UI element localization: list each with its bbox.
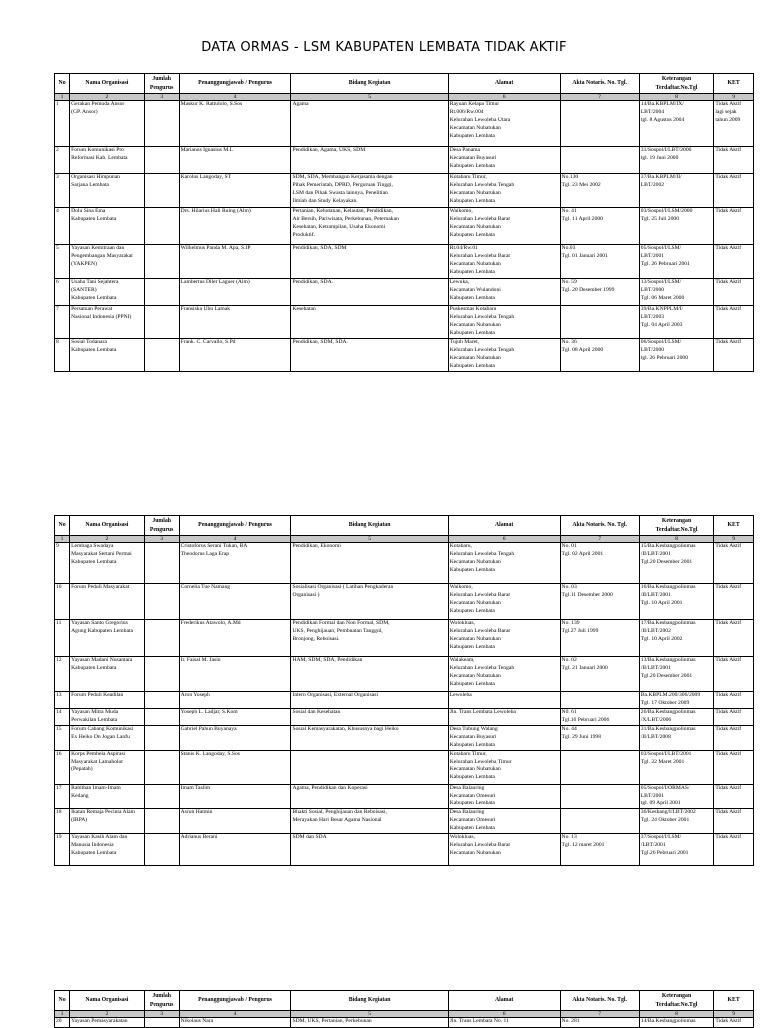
column-header: Akta Notaris. No. Tgl.: [560, 74, 639, 94]
table-row: [55, 543, 754, 584]
bidang-kegiatan-cell: Agama, Pendidikan dan Koperasi: [291, 784, 448, 809]
nama-organisasi-cell: Organisasi Himpunan Sarjana Lembata: [70, 174, 145, 208]
column-header: Nama Organisasi: [70, 991, 145, 1011]
penanggungjawab-cell: Frank. C. Carvallo, S.Pd: [179, 338, 291, 371]
nama-organisasi-cell: Forum Peduli Keadilan: [70, 692, 145, 709]
akta-notaris-cell: N0. 61 Tgl.16 Pebruari 2006: [560, 708, 639, 725]
header-row: [55, 516, 754, 536]
keterangan-terdaftar-cell: 39/Ba.KNPPLM/I/ LBT/2003 Tgl. 04 April 2003: [639, 306, 714, 339]
column-number: 9: [714, 536, 754, 543]
column-number: 6: [448, 1011, 560, 1018]
no-cell: 13: [55, 692, 70, 709]
table-row: [55, 306, 754, 339]
alamat-cell: Puskesmas Kotabaru Kelurahan Lewoleba Tengah Kecamatan Nubatukan Kabupaten Lembata: [448, 306, 560, 339]
bidang-kegiatan-cell: Sosialisasi Organisasi ( Latihan Pengkaderan Organisasi ): [291, 584, 448, 620]
column-header: Keterangan Terdaftar.No.Tgl: [639, 74, 714, 94]
nama-organisasi-cell: Usaha Tani Sejahtera (SANTER) Kabupaten Lembata: [70, 279, 145, 306]
alamat-cell: Rt.04/Rw.01 Kelurahan Lewoleba Barat Kecamatan Nubatukan Kabupaten Lembata: [448, 245, 560, 279]
bidang-kegiatan-cell: Pendidikan, Ekonomi: [291, 543, 448, 584]
jumlah-pengurus-cell: [144, 708, 179, 725]
nama-organisasi-cell: Persatuan Perawat Nasional Indonesia (PPNI): [70, 306, 145, 339]
column-number: 6: [448, 536, 560, 543]
column-number: 2: [70, 536, 145, 543]
column-number: 7: [560, 94, 639, 101]
column-header: KET: [714, 516, 754, 536]
alamat-cell: Desa Tubung Walang Kecamatan Buyasuri Kabupaten Lembata: [448, 725, 560, 750]
column-number: 9: [714, 94, 754, 101]
column-number: 3: [144, 94, 179, 101]
ormas-table-3: [54, 990, 754, 1028]
alamat-cell: Jln. Trans Lembata Lewoleba: [448, 708, 560, 725]
column-number: 2: [70, 1011, 145, 1018]
jumlah-pengurus-cell: [144, 750, 179, 784]
no-cell: 8: [55, 338, 70, 371]
column-header: Penanggungjawab / Pengurus: [179, 74, 291, 94]
no-cell: 11: [55, 620, 70, 657]
nama-organisasi-cell: Forum Cabang Komunikasi Ex Heiko Dn Jogan Lanfu: [70, 725, 145, 750]
bidang-kegiatan-cell: Pendidikan Formal dan Non Formal, SDM, UKS, Penghijauan, Pembuatan Tanggul, Bronjong, Reboisasi.: [291, 620, 448, 657]
bidang-kegiatan-cell: Sosial dan Kesehatan: [291, 708, 448, 725]
column-header: Penanggungjawab / Pengurus: [179, 991, 291, 1011]
jumlah-pengurus-cell: [144, 784, 179, 809]
column-header: No: [55, 74, 70, 94]
jumlah-pengurus-cell: [144, 279, 179, 306]
bidang-kegiatan-cell: Pendidikan, Agama, UKS, SDM: [291, 147, 448, 174]
alamat-cell: Kotabaru Timur, Kelurahan Lewoleba Timur Kecamatan Nubatukan Kabupaten Lembata: [448, 750, 560, 784]
nama-organisasi-cell: Lembaga Swadaya Masyarakat Sertani Permai Kabupaten Lembata: [70, 543, 145, 584]
no-cell: 5: [55, 245, 70, 279]
ket-cell: Tidak Aktif: [714, 338, 754, 371]
nama-organisasi-cell: Yayasan Kemitraan dan Pengembangan Masyarakat (YAKPEN): [70, 245, 145, 279]
column-number: 1: [55, 94, 70, 101]
column-number: 8: [639, 536, 714, 543]
column-number-row: [55, 1011, 754, 1018]
column-number: 4: [179, 94, 291, 101]
keterangan-terdaftar-cell: 37/Ba.KBPLM/II/ LBT/2002: [639, 174, 714, 208]
nama-organisasi-cell: Forum Peduli Masyarakat: [70, 584, 145, 620]
penanggungjawab-cell: Stanis K. Langoday, S.Sos: [179, 750, 291, 784]
akta-notaris-cell: No. 139 Tgl.27 Juli 1999: [560, 620, 639, 657]
penanggungjawab-cell: Yoseph L. Ladjar, S.Kom: [179, 708, 291, 725]
penanggungjawab-cell: Lambertus Diler Laguer (Alm): [179, 279, 291, 306]
column-header: Bidang Kegiatan: [291, 516, 448, 536]
ket-cell: Tidak Aktif lagi sejak tahun 2009: [714, 101, 754, 147]
column-header: Alamat: [448, 516, 560, 536]
keterangan-terdaftar-cell: 14/Ba.Kesbangpolinmas: [639, 1018, 714, 1028]
ket-cell: Tidak Aktif: [714, 584, 754, 620]
column-number-row: [55, 94, 754, 101]
no-cell: 16: [55, 750, 70, 784]
keterangan-terdaftar-cell: 26/Ba.Kesbangpolinmas /X/LBT/2006: [639, 708, 714, 725]
ket-cell: Tidak Aktif: [714, 725, 754, 750]
penanggungjawab-cell: Marianus Ignasius M.L: [179, 147, 291, 174]
jumlah-pengurus-cell: [144, 620, 179, 657]
ket-cell: Tidak Aktif: [714, 174, 754, 208]
penanggungjawab-cell: Imam Taslim: [179, 784, 291, 809]
keterangan-terdaftar-cell: 06/Sospol/I/LSM/ LBT/2000 tgl. 26 Pebruari 2000: [639, 338, 714, 371]
no-cell: 12: [55, 657, 70, 692]
alamat-cell: Lewuka, Kecamatan Wulandoni Kabupaten Lembata: [448, 279, 560, 306]
nama-organisasi-cell: Sosial Todanara Kabupaten Lembata: [70, 338, 145, 371]
jumlah-pengurus-cell: [144, 1018, 179, 1028]
penanggungjawab-cell: Ir. Faisal M. Jasin: [179, 657, 291, 692]
alamat-cell: Kotabaru, Kelurahan Lewoleba Tengah Kecamatan Nubatukan Kabupaten Lembata: [448, 543, 560, 584]
bidang-kegiatan-cell: SDM dan SDA: [291, 834, 448, 866]
penanggungjawab-cell: Maskur K. Rattulolo, S.Sos: [179, 101, 291, 147]
no-cell: 7: [55, 306, 70, 339]
ormas-table-2: [54, 515, 754, 866]
no-cell: 9: [55, 543, 70, 584]
akta-notaris-cell: [560, 750, 639, 784]
column-number: 5: [291, 1011, 448, 1018]
table-row: [55, 750, 754, 784]
akta-notaris-cell: No. 44 Tgl. 29 Juni 1998: [560, 725, 639, 750]
nama-organisasi-cell: Yayasan Madani Nusantara Kabupaten Lembata: [70, 657, 145, 692]
column-number: 8: [639, 1011, 714, 1018]
jumlah-pengurus-cell: [144, 101, 179, 147]
jumlah-pengurus-cell: [144, 725, 179, 750]
no-cell: 14: [55, 708, 70, 725]
column-header: Bidang Kegiatan: [291, 991, 448, 1011]
jumlah-pengurus-cell: [144, 657, 179, 692]
penanggungjawab-cell: Wilhelmus Panda M. Apa, S.IP: [179, 245, 291, 279]
column-header: KET: [714, 991, 754, 1011]
penanggungjawab-cell: Karolus Langoday, ST: [179, 174, 291, 208]
ket-cell: Tidak Aktif: [714, 657, 754, 692]
akta-notaris-cell: [560, 306, 639, 339]
keterangan-terdaftar-cell: 03/Sospol/I/LBT/2001 Tgl. 22 Maret 2001: [639, 750, 714, 784]
alamat-cell: Lewoleba: [448, 692, 560, 709]
keterangan-terdaftar-cell: Ba.KBPLM.200/306/2009 Tgl. 17 Oktober 2009: [639, 692, 714, 709]
table-row: [55, 174, 754, 208]
table-row: [55, 245, 754, 279]
bidang-kegiatan-cell: SDM, SDA, Membangun Kerjasama dengan Pihak Pemerintah, DPRD, Perguruan Tinggi, LSM dan Pihak Swasta lainnya, Penelitian Ilmiah dan Study Kelayakan.: [291, 174, 448, 208]
column-number: 7: [560, 536, 639, 543]
akta-notaris-cell: [560, 692, 639, 709]
ket-cell: Tidak Aktif: [714, 620, 754, 657]
ket-cell: Tidak Aktif: [714, 784, 754, 809]
jumlah-pengurus-cell: [144, 338, 179, 371]
bidang-kegiatan-cell: Pendidikan, SDA, SDM: [291, 245, 448, 279]
alamat-cell: Rayuan Kelapa Timur Rt.006/Rw.004 Kelurahan Lewoleba Utara Kecamatan Nubatukan Kabupaten Lembata: [448, 101, 560, 147]
no-cell: 3: [55, 174, 70, 208]
akta-notaris-cell: No. 13 Tgl. 12 maret 2001: [560, 834, 639, 866]
jumlah-pengurus-cell: [144, 208, 179, 245]
column-number: 9: [714, 1011, 754, 1018]
alamat-cell: Wolokluas, Kelurahan Lewoleba Barat Kecamatan Nubatukan: [448, 834, 560, 866]
bidang-kegiatan-cell: [291, 750, 448, 784]
keterangan-terdaftar-cell: 05/Sospol/I/LSM/ LBT/2001 Tgl. 26 Pebruari 2001: [639, 245, 714, 279]
akta-notaris-cell: No. 41 Tgl. 11 April 2000: [560, 208, 639, 245]
jumlah-pengurus-cell: [144, 692, 179, 709]
bidang-kegiatan-cell: Agama: [291, 101, 448, 147]
column-header: Akta Notaris. No. Tgl.: [560, 516, 639, 536]
jumlah-pengurus-cell: [144, 834, 179, 866]
keterangan-terdaftar-cell: 13/Ba.Kesbangpolinmas /II/LBT/2001 Tgl.20 Desember 2001: [639, 657, 714, 692]
keterangan-terdaftar-cell: 05/Sospol/I/ORMAS/ LBT/2001 tgl. 09 April 2001: [639, 784, 714, 809]
bidang-kegiatan-cell: Sosial Kemasyarakatan, Khususnya bagi Heiko: [291, 725, 448, 750]
nama-organisasi-cell: Yayasan Mitra Muda Perwakilan Lembata: [70, 708, 145, 725]
penanggungjawab-cell: Frederikus Atawolo, A.Md: [179, 620, 291, 657]
no-cell: 15: [55, 725, 70, 750]
akta-notaris-cell: [560, 784, 639, 809]
column-number: 4: [179, 1011, 291, 1018]
alamat-cell: Waikomo, Kelurahan Lewoleba Barat Kecamatan Nubatukan Kabupaten Lembata: [448, 208, 560, 245]
table-row: [55, 208, 754, 245]
nama-organisasi-cell: Yayasan Pemasyarakatan: [70, 1018, 145, 1028]
penanggungjawab-cell: Gabriel Pahun Buyanaya: [179, 725, 291, 750]
keterangan-terdaftar-cell: 36/Kesbang/I/LBT/2002 Tgl. 24 Oktober 2001: [639, 809, 714, 834]
column-header: Akta Notaris. No. Tgl.: [560, 991, 639, 1011]
column-header: Jumlah Pengurus: [144, 991, 179, 1011]
keterangan-terdaftar-cell: 15/Ba.Kesbangpolinmas /II/LBT/2001 Tgl.20 Desember 2001: [639, 543, 714, 584]
column-number: 7: [560, 1011, 639, 1018]
jumlah-pengurus-cell: [144, 809, 179, 834]
bidang-kegiatan-cell: Pertanian, Kehutanan, Kelautan, Pendidikan, Air Bersih, Pariwisata, Perkebunan, Peternakan Kesehatan, Ketrampilan, Usaha Ekonomi Produktif.: [291, 208, 448, 245]
nama-organisasi-cell: Dolu Sina Ema Kabupaten Lembata: [70, 208, 145, 245]
nama-organisasi-cell: Korps Pembela Aspirasi Masyarakat Lamaholot (Pepatah): [70, 750, 145, 784]
keterangan-terdaftar-cell: 13/Sospol/I/LSM/ LBT/2000 Tgl. 06 Maret 2000: [639, 279, 714, 306]
ket-cell: Tidak Aktif: [714, 543, 754, 584]
ket-cell: Tidak Aktif: [714, 208, 754, 245]
akta-notaris-cell: [560, 101, 639, 147]
column-header: Alamat: [448, 991, 560, 1011]
bidang-kegiatan-cell: Pendidikan, SDA.: [291, 279, 448, 306]
alamat-cell: Desa Panama Kecamatan Buyasuri Kabupaten Lembata: [448, 147, 560, 174]
no-cell: 1: [55, 101, 70, 147]
bidang-kegiatan-cell: Pendidikan, SDM, SDA.: [291, 338, 448, 371]
column-header: KET: [714, 74, 754, 94]
table-row: [55, 279, 754, 306]
column-number: 1: [55, 536, 70, 543]
akta-notaris-cell: No. 03 Tgl.11 Desember 2000: [560, 584, 639, 620]
akta-notaris-cell: [560, 809, 639, 834]
akta-notaris-cell: No. 36 Tgl. 08 April 2000: [560, 338, 639, 371]
table-row: [55, 725, 754, 750]
jumlah-pengurus-cell: [144, 584, 179, 620]
no-cell: 4: [55, 208, 70, 245]
column-header: Penanggungjawab / Pengurus: [179, 516, 291, 536]
table-row: [55, 784, 754, 809]
ormas-table-1: [54, 73, 754, 372]
header-row: [55, 991, 754, 1011]
ket-cell: Tidak Aktif: [714, 750, 754, 784]
jumlah-pengurus-cell: [144, 306, 179, 339]
alamat-cell: Desa Balauring Kecamatan Omesuri Kabupaten Lembata: [448, 809, 560, 834]
page-title: DATA ORMAS - LSM KABUPATEN LEMBATA TIDAK AKTIF: [201, 40, 567, 55]
column-number: 2: [70, 94, 145, 101]
keterangan-terdaftar-cell: 37/Sospol/I/LSM/ /LBT/2001 Tgl.26 Pebruari 2001: [639, 834, 714, 866]
column-header: Jumlah Pengurus: [144, 74, 179, 94]
akta-notaris-cell: No. 01 Tgl. 02 April 2001: [560, 543, 639, 584]
column-header: Keterangan Terdaftar.No.Tgl: [639, 991, 714, 1011]
no-cell: 2: [55, 147, 70, 174]
column-number-row: [55, 536, 754, 543]
column-number: 8: [639, 94, 714, 101]
jumlah-pengurus-cell: [144, 245, 179, 279]
penanggungjawab-cell: Adrianus Berani: [179, 834, 291, 866]
jumlah-pengurus-cell: [144, 174, 179, 208]
column-number: 5: [291, 536, 448, 543]
penanggungjawab-cell: Cornelia Tue Namang: [179, 584, 291, 620]
table-row: [55, 338, 754, 371]
keterangan-terdaftar-cell: 03/Sospol/I/LSM/2000 Tgl. 25 Juli 2000: [639, 208, 714, 245]
penanggungjawab-cell: Cristoforus Serani Tukan, BA Theodorus Laga Erap: [179, 543, 291, 584]
no-cell: 18: [55, 809, 70, 834]
jumlah-pengurus-cell: [144, 543, 179, 584]
column-header: Bidang Kegiatan: [291, 74, 448, 94]
penanggungjawab-cell: Aron Yoseph: [179, 692, 291, 709]
table-row: [55, 834, 754, 866]
ket-cell: Tidak Aktif: [714, 306, 754, 339]
column-header: No: [55, 516, 70, 536]
column-header: Nama Organisasi: [70, 74, 145, 94]
ket-cell: Tidak Aktif: [714, 692, 754, 709]
keterangan-terdaftar-cell: 17/Ba.Kesbangpolinmas /II/LBT/2002 Tgl. 10 April 2002: [639, 620, 714, 657]
alamat-cell: Tujuh Maret, Kelurahan Lewoleba Tengah Kecamatan Nubatukan Kabupaten Lembata: [448, 338, 560, 371]
ket-cell: Tidak Aktif: [714, 834, 754, 866]
column-number: 4: [179, 536, 291, 543]
ket-cell: Tidak Aktif: [714, 1018, 754, 1028]
penanggungjawab-cell: Drs. Hilarius Hali Ruing (Alm): [179, 208, 291, 245]
nama-organisasi-cell: Forum Komunikasi Pro Reformasi Kab. Lembata: [70, 147, 145, 174]
bidang-kegiatan-cell: Intern Organisasi, External Organisasi: [291, 692, 448, 709]
bidang-kegiatan-cell: HAM, SDM, SDA, Pendidikan: [291, 657, 448, 692]
no-cell: 10: [55, 584, 70, 620]
table-row: [55, 708, 754, 725]
akta-notaris-cell: No. 281: [560, 1018, 639, 1028]
no-cell: 17: [55, 784, 70, 809]
no-cell: 20: [55, 1018, 70, 1028]
bidang-kegiatan-cell: SDM, UKS, Pertanian, Perkebunan: [291, 1018, 448, 1028]
table-row: [55, 1018, 754, 1028]
table-row: [55, 620, 754, 657]
alamat-cell: Desa Balauring Kecamatan Omesuri Kabupaten Lembata: [448, 784, 560, 809]
ket-cell: Tidak Aktif: [714, 245, 754, 279]
keterangan-terdaftar-cell: 31/Ba.Kesbangpolinmas /II/LBT/2008: [639, 725, 714, 750]
column-number: 5: [291, 94, 448, 101]
akta-notaris-cell: No. 59 Tgl. 20 Desember 1999: [560, 279, 639, 306]
keterangan-terdaftar-cell: 14/Ba.KBPLM/IX/ LBT/2004 tgl. 8 Agustus 2004: [639, 101, 714, 147]
column-number: 6: [448, 94, 560, 101]
column-header: Alamat: [448, 74, 560, 94]
table-row: [55, 584, 754, 620]
bidang-kegiatan-cell: Bhakti Sosial, Penghijauan dan Reboisasi, Merayakan Hari Besar Agama Nasional: [291, 809, 448, 834]
keterangan-terdaftar-cell: 16/Ba.Kesbangpolinmas /II/LBT/2001 Tgl. 10 April 2001: [639, 584, 714, 620]
ket-cell: Tidak Aktif: [714, 279, 754, 306]
alamat-cell: Waikomo, Kelurahan Lewoleba Barat Kecamatan Nubatukan Kabupaten Lembata: [448, 584, 560, 620]
column-number: 1: [55, 1011, 70, 1018]
akta-notaris-cell: No. 02 Tgl. 21 Januari 2000: [560, 657, 639, 692]
nama-organisasi-cell: Ikatan Remaja Pecinta Alam (IRPA): [70, 809, 145, 834]
nama-organisasi-cell: Yayasan Santo Gregorius Agung Kabupaten Lembata: [70, 620, 145, 657]
column-header: No: [55, 991, 70, 1011]
penanggungjawab-cell: Fransiska Ubu Lamak: [179, 306, 291, 339]
alamat-cell: Walakeam, Kelurahan Lewoleba Tengah Kecamatan Nubatukan Kabupaten Lembata: [448, 657, 560, 692]
table-row: [55, 692, 754, 709]
table-row: [55, 809, 754, 834]
table-row: [55, 147, 754, 174]
ket-cell: Tidak Aktif: [714, 708, 754, 725]
akta-notaris-cell: [560, 147, 639, 174]
header-row: [55, 74, 754, 94]
ket-cell: Tidak Aktif: [714, 809, 754, 834]
no-cell: 6: [55, 279, 70, 306]
column-number: 3: [144, 536, 179, 543]
column-header: Nama Organisasi: [70, 516, 145, 536]
nama-organisasi-cell: Rabithan Imam-Imam Kedang: [70, 784, 145, 809]
akta-notaris-cell: No.130 Tgl. 23 Mei 2002: [560, 174, 639, 208]
keterangan-terdaftar-cell: 31/Sospol/I/LBT/2000 tgl. 19 Juni 2000: [639, 147, 714, 174]
alamat-cell: Kotabaru Timur, Kelurahan Lewoleba Tengah Kecamatan Nubatukan Kabupaten Lembata: [448, 174, 560, 208]
akta-notaris-cell: No.03 Tgl. 01 Januari 2001: [560, 245, 639, 279]
alamat-cell: Wolokluas, Kelurahan Lewoleba Barat Kecamatan Nubatukan Kabupaten Lembata: [448, 620, 560, 657]
jumlah-pengurus-cell: [144, 147, 179, 174]
table-row: [55, 101, 754, 147]
no-cell: 19: [55, 834, 70, 866]
column-number: 3: [144, 1011, 179, 1018]
column-header: Jumlah Pengurus: [144, 516, 179, 536]
penanggungjawab-cell: Asrun Hatmin: [179, 809, 291, 834]
bidang-kegiatan-cell: Kesehatan: [291, 306, 448, 339]
penanggungjawab-cell: Nikolaus Nara: [179, 1018, 291, 1028]
ket-cell: Tidak Aktif: [714, 147, 754, 174]
column-header: Keterangan Terdaftar.No.Tgl: [639, 516, 714, 536]
nama-organisasi-cell: Yayasan Kasih Alam dan Manusia Indonesia Kabupaten Lembata: [70, 834, 145, 866]
table-row: [55, 657, 754, 692]
alamat-cell: Jln. Trans Lembata No. 11: [448, 1018, 560, 1028]
nama-organisasi-cell: Gerakan Pemuda Ansor (GP. Ansor): [70, 101, 145, 147]
